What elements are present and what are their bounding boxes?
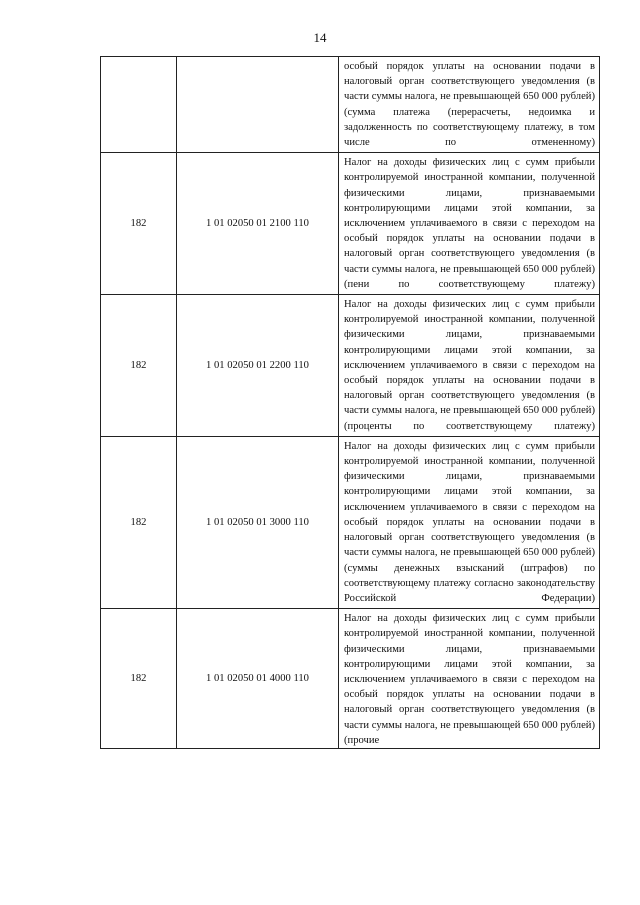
description-cell: Налог на доходы физических лиц с сумм прибыли контролируемой иностранной компании, полученной физическими лицами, признаваемыми контролирующими лицами этой компании, за исключением уплачиваемого в связи с переходом на особый порядок уплаты на основании подачи в налоговый орган соответствующего уведомления (в части суммы налога, не превышающей 650 000 рублей) (суммы денежных взысканий (штрафов) по соответствующему платежу согласно законодательству Российской Федерации)	[339, 436, 600, 608]
admin-code-cell: 182	[101, 436, 177, 608]
admin-code-cell: 182	[101, 295, 177, 437]
budget-classification-table	[100, 56, 600, 749]
kbk-code-cell: 1 01 02050 01 2100 110	[177, 153, 339, 295]
description-cell: Налог на доходы физических лиц с сумм прибыли контролируемой иностранной компании, полученной физическими лицами, признаваемыми контролирующими лицами этой компании, за исключением уплачиваемого в связи с переходом на особый порядок уплаты на основании подачи в налоговый орган соответствующего уведомления (в части суммы налога, не превышающей 650 000 рублей) (проценты по соответствующему платежу)	[339, 295, 600, 437]
kbk-code-cell: 1 01 02050 01 3000 110	[177, 436, 339, 608]
table-row	[101, 57, 600, 153]
table-row	[101, 153, 600, 295]
table-row	[101, 295, 600, 437]
kbk-code-cell: 1 01 02050 01 2200 110	[177, 295, 339, 437]
admin-code-cell: 182	[101, 153, 177, 295]
admin-code-cell	[101, 57, 177, 153]
description-cell: Налог на доходы физических лиц с сумм прибыли контролируемой иностранной компании, полученной физическими лицами, признаваемыми контролирующими лицами этой компании, за исключением уплачиваемого в связи с переходом на особый порядок уплаты на основании подачи в налоговый орган соответствующего уведомления (в части суммы налога, не превышающей 650 000 рублей) (пени по соответствующему платежу)	[339, 153, 600, 295]
description-cell: особый порядок уплаты на основании подачи в налоговый орган соответствующего уведомления (в части суммы налога, не превышающей 650 000 рублей) (сумма платежа (перерасчеты, недоимка и задолженность по соответствующему платежу, в том числе по отмененному)	[339, 57, 600, 153]
admin-code-cell: 182	[101, 609, 177, 749]
description-cell: Налог на доходы физических лиц с сумм прибыли контролируемой иностранной компании, полученной физическими лицами, признаваемыми контролирующими лицами этой компании, за исключением уплачиваемого в связи с переходом на особый порядок уплаты на основании подачи в налоговый орган соответствующего уведомления (в части суммы налога, не превышающей 650 000 рублей) (прочие	[339, 609, 600, 749]
kbk-code-cell: 1 01 02050 01 4000 110	[177, 609, 339, 749]
kbk-code-cell	[177, 57, 339, 153]
table-row	[101, 609, 600, 749]
table-row	[101, 436, 600, 608]
page-number: 14	[313, 30, 327, 45]
